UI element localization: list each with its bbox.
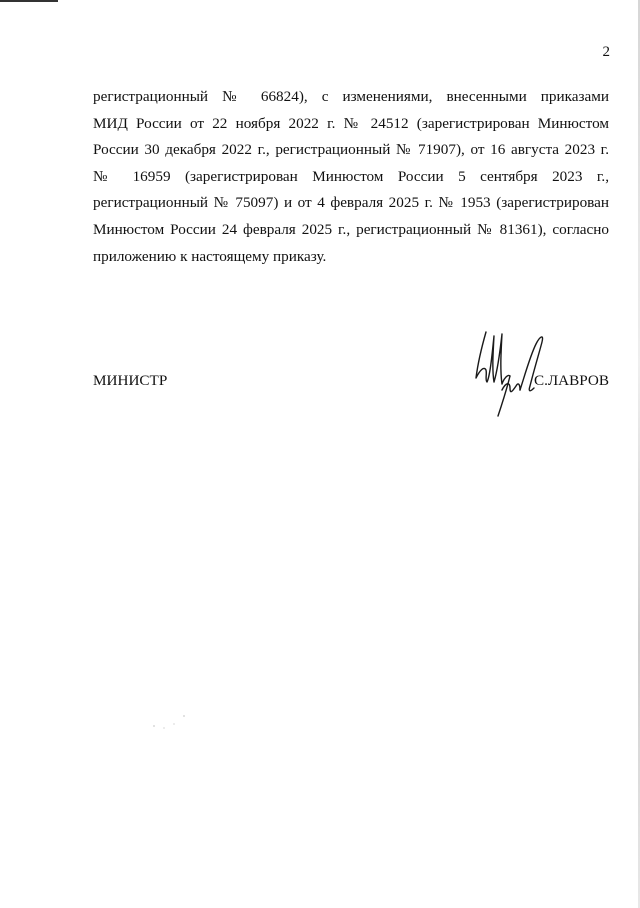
page-number: 2: [602, 44, 610, 60]
body-paragraph: [93, 84, 609, 270]
signatory-name: С.ЛАВРОВ: [533, 372, 609, 389]
signature-row: [93, 372, 609, 396]
scan-specks: [150, 712, 190, 732]
text-line: приложению к настоящему приказу.: [93, 247, 327, 265]
text-line: России 30 декабря 2022 г., регистрационный № 71907), от 16 августа 2023 г.: [93, 141, 609, 159]
signatory-position: МИНИСТР: [93, 372, 168, 389]
text-line: № 16959 (зарегистрирован Минюстом России 5 сентября 2023 г.,: [93, 167, 609, 185]
scan-mark: [0, 0, 58, 2]
text-line: МИД России от 22 ноября 2022 г. № 24512 (зарегистрирован Минюстом: [93, 114, 609, 132]
text-line: Минюстом России 24 февраля 2025 г., регистрационный № 81361), согласно: [93, 220, 609, 238]
text-line: регистрационный № 75097) и от 4 февраля 2025 г. № 1953 (зарегистрирован: [93, 194, 609, 212]
text-line: регистрационный № 66824), с изменениями, внесенными приказами: [93, 88, 609, 105]
